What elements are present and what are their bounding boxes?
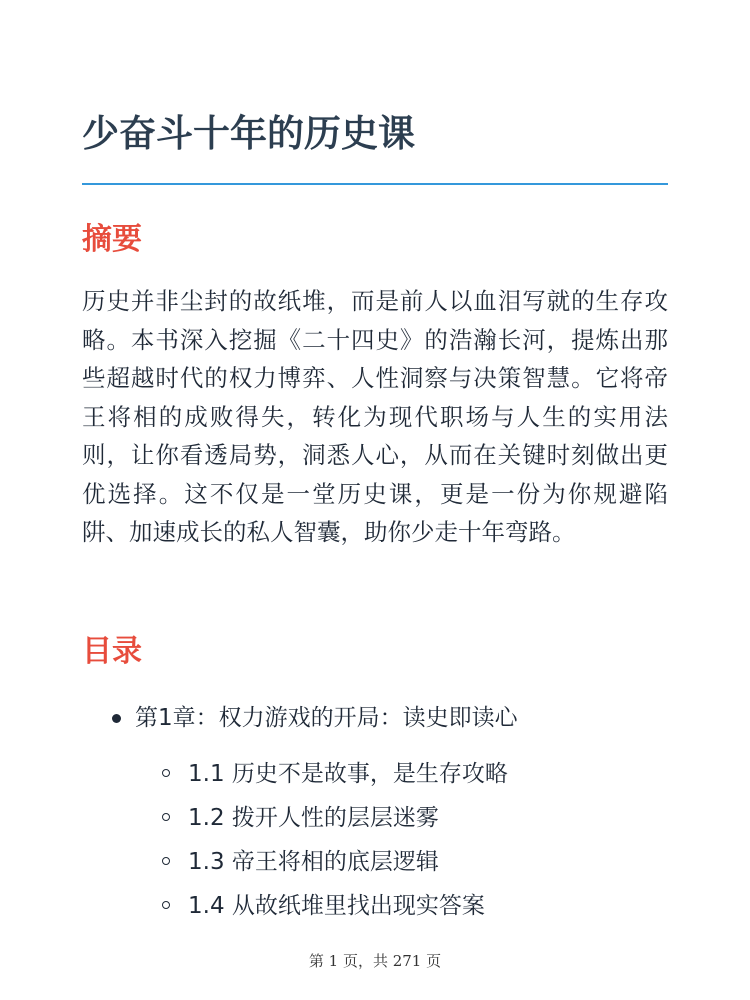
toc-section-1-4 [162, 890, 508, 934]
toc-section-label: 1.2 拨开人性的层层迷雾 [188, 805, 439, 831]
bullet-circle-icon [162, 813, 170, 821]
toc-section-1-3 [162, 846, 508, 890]
toc-section-1-2 [162, 802, 508, 846]
toc-chapter-label: 第1章：权力游戏的开局：读史即读心 [135, 705, 518, 731]
toc-section-1-1 [162, 758, 508, 802]
bullet-circle-icon [162, 901, 170, 909]
toc-section-list [162, 758, 508, 934]
toc-section-label: 1.4 从故纸堆里找出现实答案 [188, 893, 485, 919]
bullet-circle-icon [162, 857, 170, 865]
toc-chapter-1 [112, 702, 518, 734]
toc-section-label: 1.3 帝王将相的底层逻辑 [188, 849, 439, 875]
toc-heading: 目录 [82, 634, 142, 669]
document-title: 少奋斗十年的历史课 [82, 112, 415, 155]
summary-paragraph: 历史并非尘封的故纸堆，而是前人以血泪写就的生存攻略。本书深入挖掘《二十四史》的浩瀚长河，提炼出那些超越时代的权力博弈、人性洞察与决策智慧。它将帝王将相的成败得失，转化为现代职场与人生的实用法则，让你看透局势，洞悉人心，从而在关键时刻做出更优选择。这不仅是一堂历史课，更是一份为你规避陷阱、加速成长的私人智囊，助你少走十年弯路。 [82, 287, 668, 546]
bullet-disc-icon [112, 714, 121, 723]
title-divider [82, 183, 668, 185]
summary-heading: 摘要 [82, 222, 142, 257]
page-number-footer: 第 1 页，共 271 页 [308, 952, 442, 970]
toc-section-label: 1.1 历史不是故事，是生存攻略 [188, 761, 508, 787]
bullet-circle-icon [162, 769, 170, 777]
